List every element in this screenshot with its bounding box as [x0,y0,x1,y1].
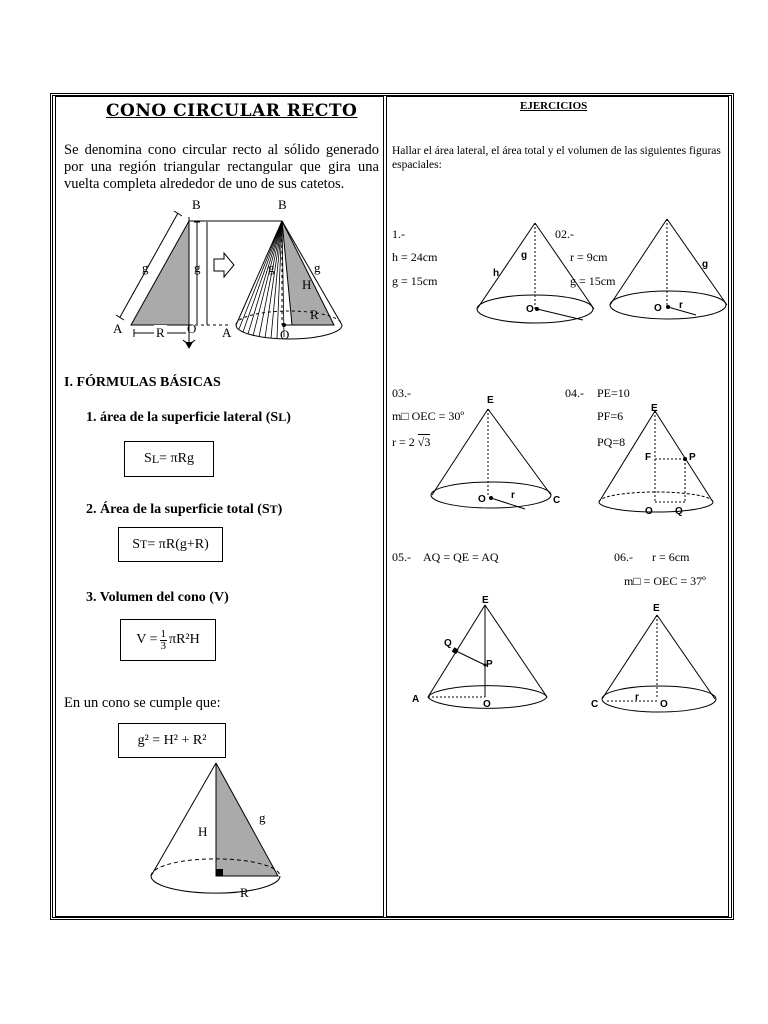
exercise-1-number: 1.- [392,227,405,241]
label-g: g [194,260,201,275]
exercise-5-label-P: P [486,659,493,670]
exercise-5-equation: AQ = QE = AQ [423,550,499,564]
exercise-4-number: 04.- [565,386,584,400]
intro-paragraph: Se denomina cono circular recto al sólido generado por una región triangular rectangular que gira una vuelta completa alrededor de uno de sus catetos. [64,142,379,192]
label-B: B [278,197,287,212]
label-O: O [187,321,197,336]
label-g: g [314,260,321,275]
formula-3-label: 3. Volumen del cono (V) [86,590,229,605]
page-frame [50,93,734,920]
exercise-4-pe: PE=10 [597,386,630,400]
exercise-5-number: 05.- [392,550,411,564]
formula-total-area: S T = πR(g+R) [118,527,223,562]
exercise-5-label-Q: Q [444,638,452,649]
exercise-5-figure [423,601,563,721]
exercise-2-number: 02.- [555,227,574,241]
label-A: A [113,321,123,336]
formula-volume: V = $\frac{1}{3}$ πR²H [120,619,216,661]
exercise-3-angle: m□ OEC = 30º [392,409,465,423]
exercise-6-label-r: r [635,692,639,703]
exercise-4-label-F: F [645,452,652,463]
exercise-2-label-O: O [654,303,662,314]
exercise-6-label-E: E [653,603,660,614]
label-g: g [268,260,275,275]
exercise-1-label-h: h [493,268,500,279]
exercise-5-label-E: E [482,595,489,606]
exercise-6-angle: m□ = OEC = 37º [624,574,706,588]
label-g: g [259,810,266,825]
formula-2-label: 2. Área de la superficie total (ST) [86,502,283,517]
exercise-4-label-E: E [651,403,658,414]
condition-text: En un cono se cumple que: [64,695,221,711]
label-R: R [240,885,249,900]
label-A: A [222,325,232,340]
label-H: H [198,824,208,839]
label-R: R [156,325,165,340]
label-g: g [142,260,149,275]
cone-generation-figure [56,197,385,367]
exercise-3-r: r = 2 √3 [392,435,431,449]
exercise-4-label-P: P [689,452,696,463]
label-B: B [192,197,201,212]
exercises-title: EJERCICIOS [520,100,588,112]
label-O: O [280,327,290,342]
exercise-3-label-r: r [511,490,515,501]
exercise-3-label-O: O [478,494,486,505]
pythagoras-formula: g² = H² + R² [118,723,226,758]
exercise-3-label-C: C [553,495,561,506]
exercise-2-label-g: g [702,259,709,270]
exercise-6-number: 06.- [614,550,633,564]
exercise-5-label-A: A [412,694,420,705]
exercise-1-h: h = 24cm [392,250,438,264]
exercise-3-number: 03.- [392,386,411,400]
formula-lateral-area: S L = πRg [124,441,214,477]
exercise-3-figure [427,397,567,507]
exercise-3-label-E: E [487,395,494,406]
left-column [55,96,384,917]
exercise-1-label-O: O [526,304,534,315]
formula-1-label: 1. área de la superficie lateral (SL) [86,410,291,425]
cone-right-triangle-figure [56,759,385,919]
label-H: H [302,277,312,292]
exercise-1-label-g: g [521,250,528,261]
exercise-6-label-O: O [660,699,668,710]
exercise-2-g: g = 15cm [570,274,616,288]
exercise-4-figure [597,407,737,517]
exercise-6-r: r = 6cm [652,550,690,564]
exercise-6-label-C: C [591,699,599,710]
exercise-5-label-O: O [483,699,491,710]
exercise-2-r: r = 9cm [570,250,608,264]
exercise-1-g: g = 15cm [392,274,438,288]
exercise-2-figure [602,217,742,327]
page-title: CONO CIRCULAR RECTO [106,101,358,121]
section-heading: I. FÓRMULAS BÁSICAS [64,375,221,390]
exercise-4-label-O: O [645,506,653,517]
exercise-4-pf: PF=6 [597,409,624,423]
exercises-intro: Hallar el área lateral, el área total y el volumen de las siguientes figuras espaciales: [392,145,721,171]
exercise-4-pq: PQ=8 [597,435,626,449]
right-column [386,96,729,917]
label-R: R [310,307,319,322]
exercise-2-label-r: r [679,300,683,311]
exercise-4-label-Q: Q [675,506,683,517]
